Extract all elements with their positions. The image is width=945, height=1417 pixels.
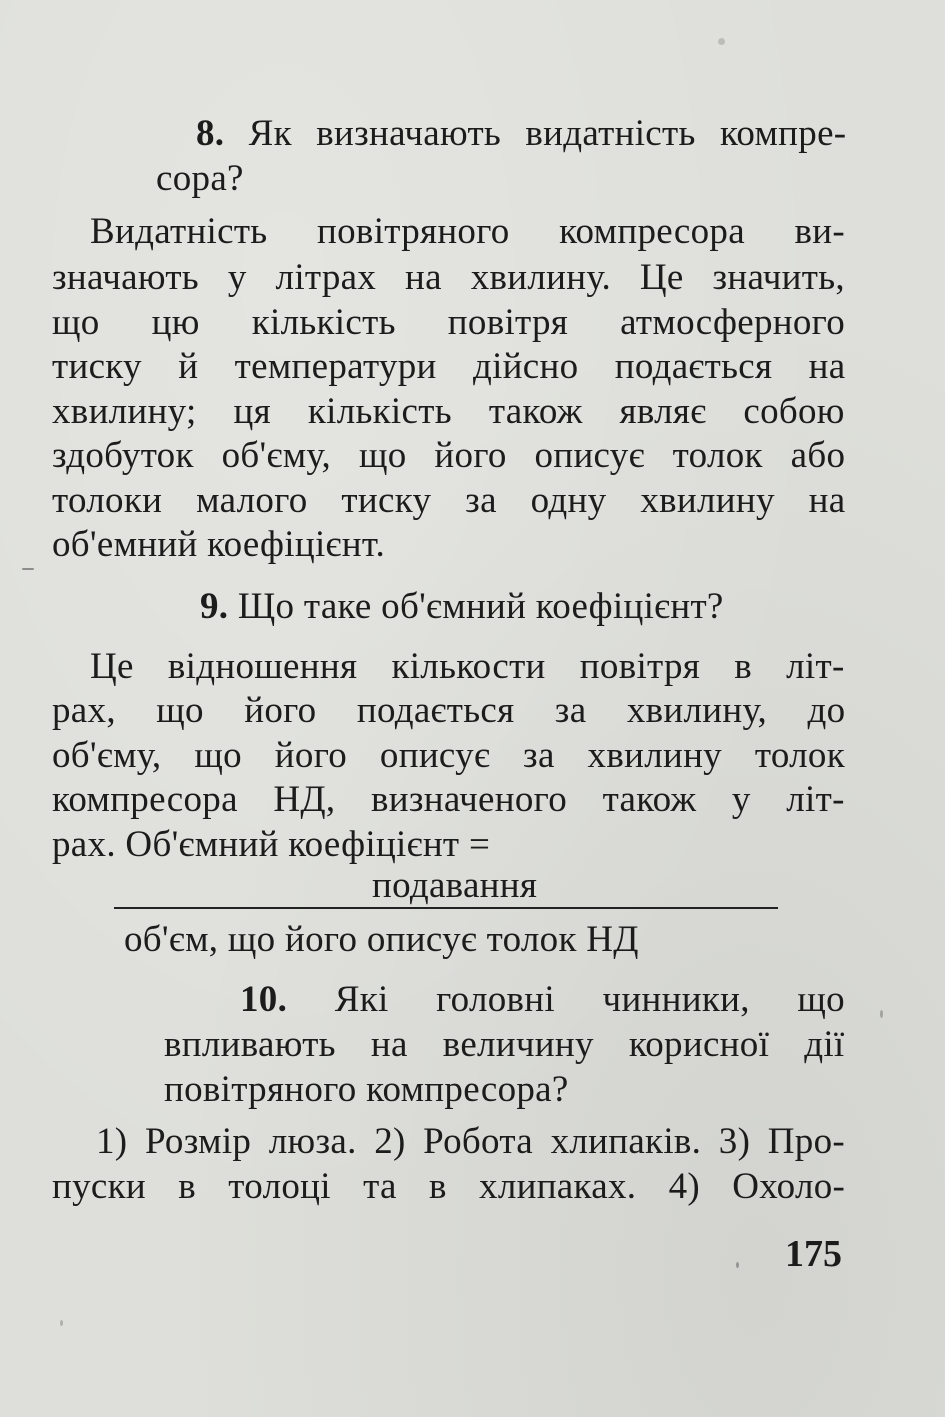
formula-denominator: об'єм, що його описує толок НД	[124, 919, 639, 960]
question-8-title-line-1	[196, 112, 846, 156]
answer-9-line-5: рах. Об'ємний коефіцієнт =	[52, 824, 491, 865]
answer-9-line-3: об'єму, що його описує за хвилину толок	[52, 735, 846, 776]
question-10-title-line-3: повітряного компресора?	[164, 1069, 569, 1110]
answer-8-line-2: значають у літрах на хвилину. Це значить,	[52, 257, 845, 298]
formula-numerator: подавання	[372, 865, 538, 906]
question-8-number: 8.	[196, 113, 225, 154]
paper-speck	[22, 568, 34, 570]
answer-8-line-7: толоки малого тиску за одну хвилину на	[52, 480, 846, 521]
page-number: 175	[785, 1233, 842, 1275]
answer-8-line-6: здобуток об'єму, що його описує толок або	[52, 435, 846, 476]
formula-fraction-bar	[114, 907, 778, 909]
question-9-title	[200, 585, 724, 629]
question-10-title-text: Які головні чинники, що	[334, 979, 845, 1020]
paper-speck	[60, 1320, 63, 1326]
answer-8-line-4: тиску й температури дійсно подається на	[52, 346, 846, 387]
question-10-title-line-1	[240, 978, 845, 1022]
answer-9-line-4: компресора НД, визначеного також у літ-	[52, 779, 845, 820]
question-8-title-text: Як визначають видатність компре-	[248, 113, 847, 154]
question-9-title-text: Що таке об'ємний коефіцієнт?	[237, 586, 724, 627]
answer-8-line-8: об'емний коефіцієнт.	[52, 524, 386, 565]
question-8-title-line-2: сора?	[156, 158, 244, 199]
question-10-title-line-2: впливають на величину корисної дії	[164, 1024, 845, 1065]
answer-8-line-5: хвилину; ця кількість також являє собою	[52, 391, 845, 432]
question-10-number: 10.	[240, 979, 288, 1020]
answer-9-line-2: рах, що його подається за хвилину, до	[52, 690, 846, 731]
answer-10-line-1: 1) Розмір люза. 2) Робота хлипаків. 3) Про-	[96, 1121, 845, 1162]
paper-speck	[880, 1010, 883, 1018]
answer-8-line-1: Видатність повітряного компресора ви-	[90, 211, 845, 252]
answer-8-line-3: що цю кількість повітря атмосферного	[52, 302, 846, 343]
paper-speck	[736, 1262, 739, 1268]
question-9-number: 9.	[200, 586, 229, 627]
answer-10-line-2: пуски в толоці та в хлипаках. 4) Охоло-	[52, 1166, 846, 1207]
answer-9-line-1: Це відношення кількости повітря в літ-	[90, 646, 845, 687]
paper-speck	[718, 38, 725, 45]
